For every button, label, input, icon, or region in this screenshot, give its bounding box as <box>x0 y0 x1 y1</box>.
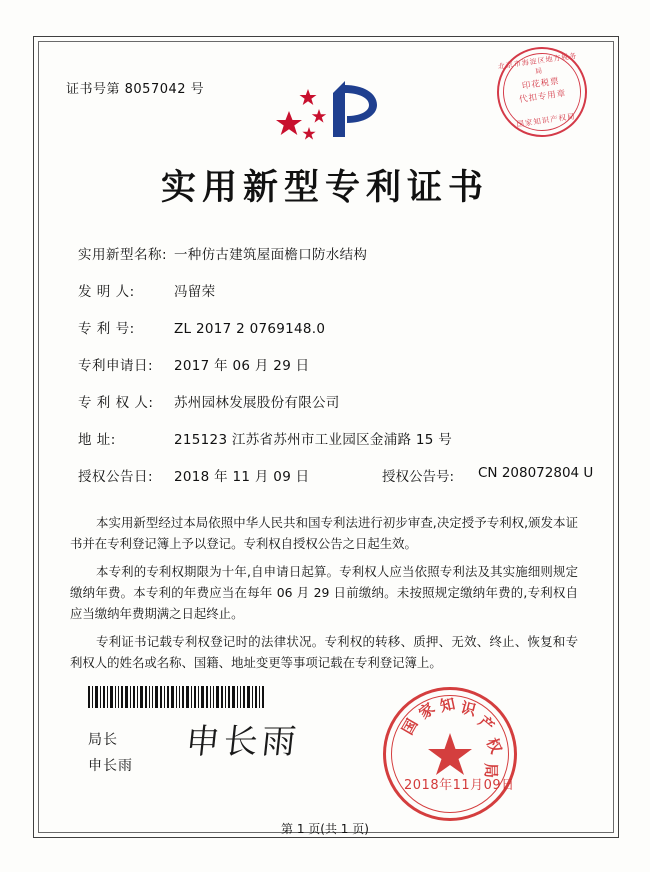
seal-char-3: 知 <box>438 694 457 716</box>
page-footer: 第 1 页(共 1 页) <box>281 822 369 836</box>
field-label: 实用新型名称: <box>78 247 168 263</box>
grant-number-label: 授权公告号: <box>382 469 455 485</box>
cnipa-logo-icon <box>259 75 389 147</box>
seal-char-1: 国 <box>398 715 422 738</box>
director-signature: 申长雨 <box>183 722 302 762</box>
grant-number-value: CN 208072804 U <box>478 465 594 481</box>
field-label: 地 址: <box>78 432 116 448</box>
field-label: 专 利 权 人: <box>78 395 154 411</box>
field-row-application-date <box>78 354 578 391</box>
grant-date-value: 2018 年 11 月 09 日 <box>174 469 310 485</box>
certificate-number: 证书号第 8057042 号 <box>66 82 205 97</box>
field-list <box>78 243 594 502</box>
paragraph-1: 本实用新型经过本局依照中华人民共和国专利法进行初步审查,决定授予专利权,颁发本证书并在专利登记簿上予以登记。专利权自授权公告之日起生效。 <box>70 515 578 551</box>
seal-char-6: 权 <box>482 735 506 757</box>
field-row-address <box>78 428 578 465</box>
legal-text <box>70 512 578 680</box>
field-row-patent-number <box>78 317 578 354</box>
director-name-label: 申长雨 <box>88 758 133 774</box>
field-value: 215123 江苏省苏州市工业园区金浦路 15 号 <box>174 432 453 448</box>
field-row-name <box>78 243 578 280</box>
field-label: 专利申请日: <box>78 358 154 374</box>
field-label: 发 明 人: <box>78 284 135 300</box>
star-icon <box>427 731 473 777</box>
tax-stamp-arc-bottom: 国家知识产权局 <box>515 111 577 129</box>
seal-date: 2018年11月09日 <box>404 778 515 793</box>
field-value: 2017 年 06 月 29 日 <box>174 358 310 374</box>
field-value: 一种仿古建筑屋面檐口防水结构 <box>174 247 368 263</box>
tax-stamp-line2: 代扣专用章 <box>518 87 567 105</box>
seal-char-7: 局 <box>482 762 501 779</box>
page-title: 实用新型专利证书 <box>160 168 489 208</box>
tax-stamp-line1: 印花税票 <box>521 75 561 91</box>
director-title-label: 局长 <box>88 732 118 748</box>
field-row-grant-announcement <box>78 465 594 502</box>
seal-char-5: 产 <box>474 712 498 736</box>
field-row-patentee <box>78 391 578 428</box>
field-value: 冯留荣 <box>174 284 216 300</box>
barcode <box>88 686 264 708</box>
seal-char-2: 家 <box>415 699 439 723</box>
grant-date-label: 授权公告日: <box>78 469 154 485</box>
field-row-inventor <box>78 280 578 317</box>
field-value: 苏州园林发展股份有限公司 <box>174 395 340 411</box>
seal-char-4: 识 <box>458 698 478 720</box>
official-seal <box>383 687 517 821</box>
paragraph-3: 专利证书记载专利权登记时的法律状况。专利权的转移、质押、无效、终止、恢复和专利权人的姓名或名称、国籍、地址变更等事项记载在专利登记簿上。 <box>70 634 578 670</box>
tax-stamp-arc-top: 北京市海淀区地方税务局 <box>497 51 578 76</box>
paragraph-2: 本专利的专利权期限为十年,自申请日起算。专利权人应当依照专利法及其实施细则规定缴纳年费。本专利的年费应当在每年 06 月 29 日前缴纳。未按照规定缴纳年费的,专利权自应当缴纳年费期满之日起终止。 <box>70 564 578 621</box>
field-label: 专 利 号: <box>78 321 135 337</box>
field-value: ZL 2017 2 0769148.0 <box>174 321 326 337</box>
